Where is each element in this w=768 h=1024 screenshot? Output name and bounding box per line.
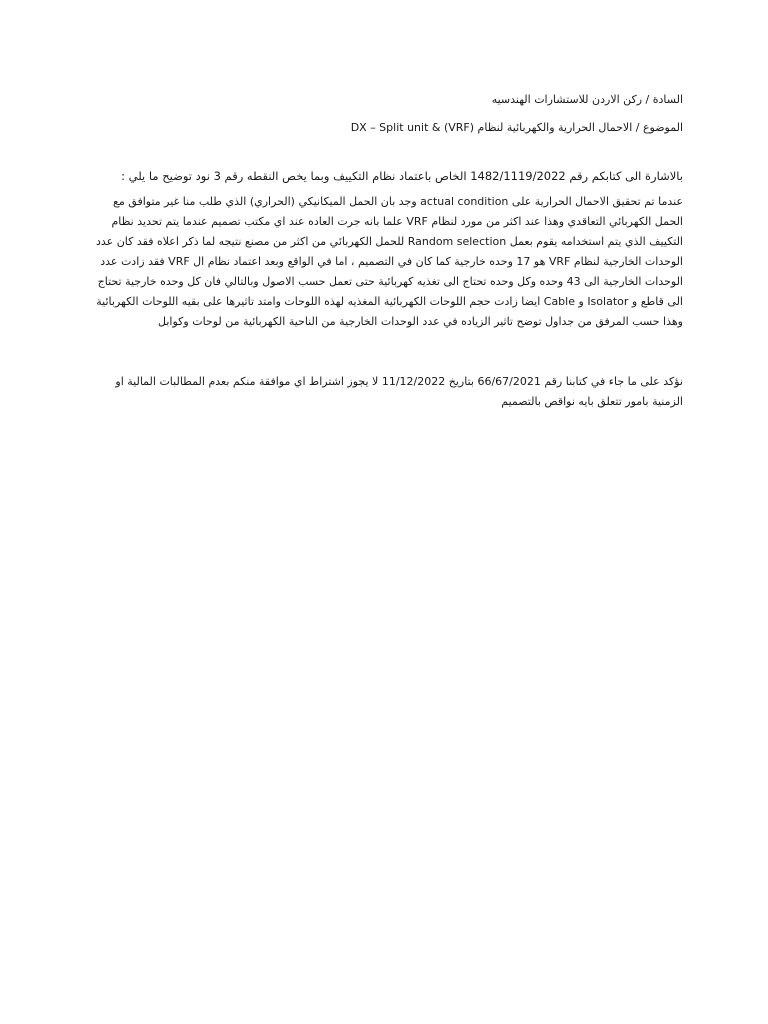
subject-line: الموضوع / الاحمال الحرارية والكهربائية لنظام (VRF) & DX – Split unit <box>350 121 683 134</box>
explanation-paragraph <box>83 192 683 332</box>
paragraph-line: عندما تم تحقيق الاحمال الحرارية على actual condition وجد بان الحمل الميكانيكي (الحراري) الذي طلب منا غير متوافق مع <box>113 195 683 208</box>
paragraph-line: الوحدات الخارجية لنظام VRF هو 17 وحده خارجية كما كان في التصميم ، اما في الواقع وبعد اعتماد نظام ال VRF فقد زادت عدد <box>100 255 683 268</box>
paragraph-line: الى قاطع و Isolator و Cable ايضا زادت حجم اللوحات الكهربائية المغذيه لهذه اللوحات وامتد تاثيرها على بقيه اللوحات الكهربائية <box>96 295 683 308</box>
letter-body <box>83 90 683 412</box>
paragraph-line: الوحدات الخارجية الى 43 وحده وكل وحده تحتاج الى تغذيه كهربائية حتى تعمل حسب الاصول وبالتالي فان كل وحده خارجية تحتاج <box>97 275 683 288</box>
addressee-line: السادة / ركن الاردن للاستشارات الهندسيه <box>491 93 683 106</box>
closing-line: الزمنية بامور تتعلق بايه نواقص بالتصميم <box>501 395 683 408</box>
closing-paragraph <box>83 372 683 412</box>
paragraph-line: وهذا حسب المرفق من جداول توضح تاثير الزياده في عدد الوحدات الخارجية من الناحية الكهربائية من لوحات وكوابل <box>158 315 683 328</box>
paragraph-line: التكييف الذي يتم استخدامه يقوم بعمل Random selection للحمل الكهربائي من اكثر من مصنع نتيجه لما ذكر اعلاه فقد كان عدد <box>95 235 683 248</box>
paragraph-line: الحمل الكهربائي التعاقدي وهذا عند اكثر من مورد لنظام VRF علما بانه جرت العاده عند اي مكتب تصميم عندما يتم تحديد نظام <box>111 215 683 228</box>
reference-line: بالاشارة الى كتابكم رقم 1482/1119/2022 الخاص باعتماد نظام التكييف وبما يخص النقطه رقم 3 نود توضيح ما يلي : <box>121 169 683 183</box>
closing-line: نؤكد على ما جاء في كتابنا رقم 66/67/2021 بتاريخ 11/12/2022 لا يجوز اشتراط اي موافقة منكم بعدم المطالبات المالية او <box>115 375 683 388</box>
